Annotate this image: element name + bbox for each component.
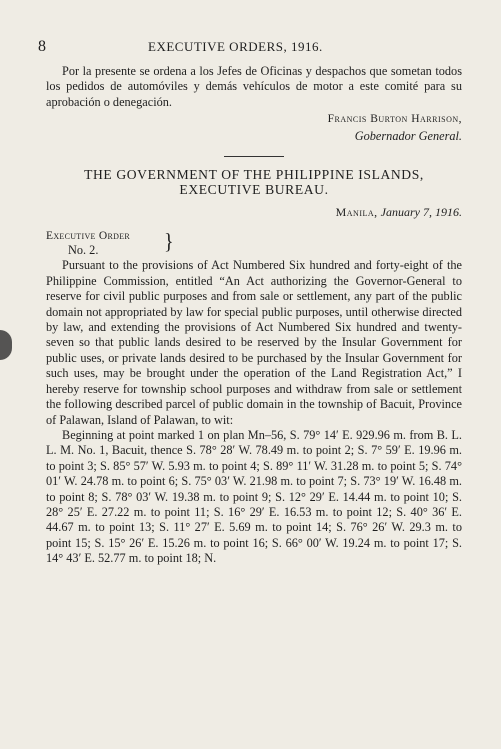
ink-smudge xyxy=(0,330,12,360)
order-paragraph-1: Pursuant to the provisions of Act Numbered Six hundred and forty-eight of the Philippine Commission, entitled “An Act authorizing the Governor-General to reserve for civil public purposes and from sale or settlement, any part of the public domain not appropriated by law for special public purposes, until otherwise directed by law, and extending the provisions of Act Numbered Six hundred and twenty-seven so that public lands desired to be reserved by the Insular Government for public uses, or private lands desired to be purchased by the Insular Government for such uses, may be brought under the operation of the Land Registration Act,” I hereby reserve for township school purposes and withdraw from sale or settlement the following described parcel of public domain in the township of Bacuit, Province of Palawan, Island of Palawan, to wit: xyxy=(46,258,462,427)
place: Manila, xyxy=(335,205,378,220)
page-number: 8 xyxy=(38,38,47,55)
government-heading: THE GOVERNMENT OF THE PHILIPPINE ISLANDS, xyxy=(84,167,424,183)
order-label: Executive Order xyxy=(46,230,131,243)
place-date-line xyxy=(46,205,462,220)
order-paragraph-2: Beginning at point marked 1 on plan Mn–56, S. 79° 14′ E. 929.96 m. from B. L. L. M. No. 1, Bacuit, thence S. 78° 28′ W. 78.49 m. to point 2; S. 7° 59′ E. 19.96 m. to point 3; S. 85° 57′ W. 5.93 m. to point 4; S. 89° 11′ W. 31.28 m. to point 5; S. 74° 01′ W. 24.78 m. to point 6; S. 75° 03′ W. 21.98 m. to point 7; S. 73° 19′ W. 16.48 m. to point 8; S. 78° 03′ W. 19.38 m. to point 9; S. 12° 29′ E. 14.44 m. to point 10; S. 28° 25′ E. 27.22 m. to point 11; S. 16° 29′ E. 16.53 m. to point 12; S. 40° 36′ E. 44.67 m. to point 13; S. 11° 27′ E. 5.69 m. to point 14; S. 76° 26′ W. 29.3 m. to point 15; S. 15° 26′ E. 15.26 m. to point 16; S. 66° 00′ W. 19.24 m. to point 17; S. 14° 43′ E. 52.77 m. to point 18; N. xyxy=(46,427,462,566)
previous-order-text: Por la presente se ordena a los Jefes de Oficinas y despachos que sometan todos los pedidos de automóviles y demás vehículos de motor a este comité para su aprobación o denegación. xyxy=(46,64,462,109)
page-body xyxy=(46,64,462,567)
running-head: EXECUTIVE ORDERS, 1916. xyxy=(148,39,323,54)
order-number: No. 2. xyxy=(68,243,99,258)
order-designation xyxy=(46,228,462,258)
signature-name: Francis Burton Harrison, xyxy=(327,113,462,126)
brace-mark: } xyxy=(164,230,174,255)
date: January 7, 1916. xyxy=(380,205,462,220)
signature-title: Gobernador General. xyxy=(354,128,462,143)
bureau-heading: EXECUTIVE BUREAU. xyxy=(179,182,329,198)
section-divider xyxy=(224,156,284,157)
